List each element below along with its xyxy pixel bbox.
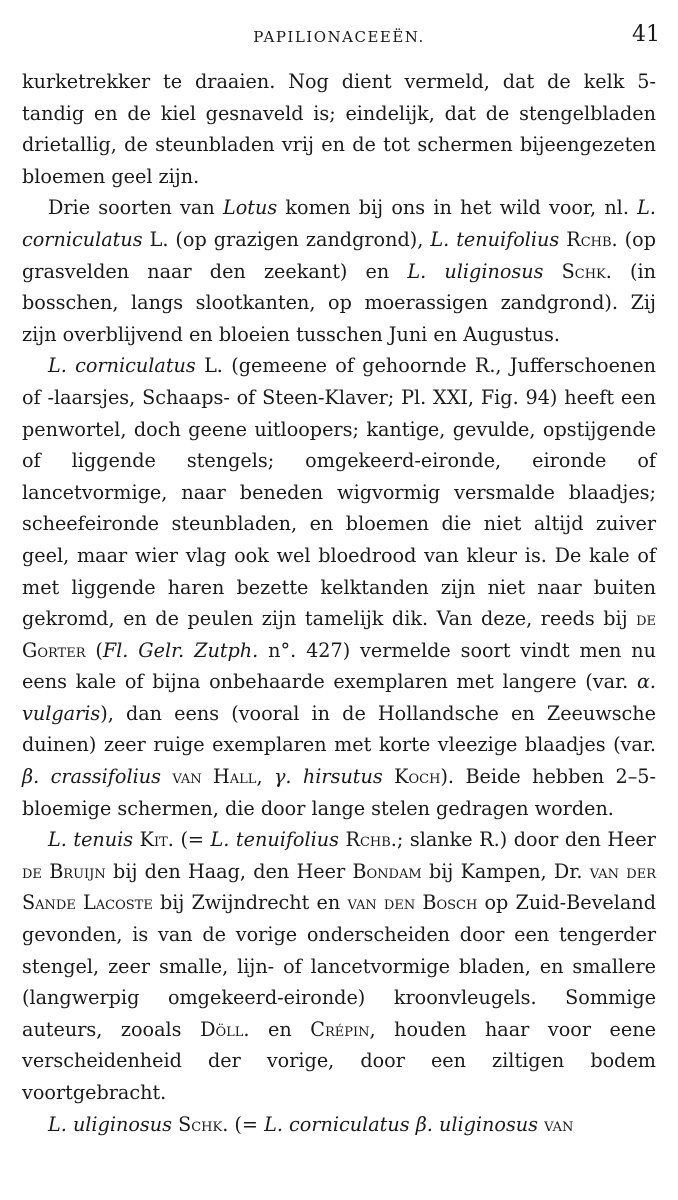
page-number: 41 [632,22,660,47]
italic-text: L. uliginosus [407,259,544,283]
italic-text: Fl. Gelr. Zutph. [102,638,259,662]
text-run: , [256,765,274,789]
paragraph [22,66,656,192]
body-text [22,66,656,1140]
italic-text: L. tenuifolius [210,828,339,852]
text-run: L. (gemeene of gehoornde R., Jufferschoenen of -laarsjes, Schaaps- of Steen-Klaver; Pl. XXI, Fig. 94) heeft een penwortel, doch geene uitloopers; kantige, gevulde, opstijgende of liggende stengels; omgekeerd-eironde, eironde of lancetvormige, naar beneden wigvormig versmalde blaadjes; scheefeironde steunbladen, en bloemen die niet altijd zuiver geel, maar wier vlag ook wel bloedrood van kleur is. De kale of met liggende haren bezette kelktanden zijn niet naar buiten gekromd, en de peulen zijn tamelijk dik. Van deze, reeds bij [22,354,656,631]
paragraph [22,350,656,824]
italic-text: L. tenuifolius [430,227,560,251]
text-run: Drie soorten van [48,196,223,220]
italic-text: β. uliginosus [415,1112,538,1136]
small-caps-text: van der Sande Lacoste [22,859,657,915]
text-run: (= [173,828,211,852]
italic-text: L. corniculatus [22,196,657,251]
text-run: (= [228,1112,265,1136]
small-caps-text: Rchb. [345,828,397,852]
paragraph [22,1109,656,1141]
text-run: bij Kampen, Dr. [421,859,590,883]
small-caps-text: Schk. [178,1112,229,1136]
small-caps-text: Koch [394,765,441,789]
italic-text: L. tenuis [48,828,134,852]
text-run: kurketrekker te draaien. Nog dient vermeld, dat de kelk 5-tandig en de kiel gesnaveld is; eindelijk, dat de stengelbladen drietallig, de steunbladen vrij en de tot schermen bijeengezeten bloemen geel zijn. [22,70,656,188]
small-caps-text: de Gorter [22,607,656,662]
text-run [161,765,172,788]
text-run: bij den Haag, den Heer [105,859,353,883]
small-caps-text: Döll. [200,1017,250,1041]
text-run: ( [85,638,103,662]
small-caps-text: van den Bosch [347,891,478,915]
small-caps-text: van [544,1112,574,1136]
italic-text: L. uliginosus [48,1112,172,1136]
text-run: (in bosschen, langs slootkanten, op moerassigen zandgrond). Zij zijn overblijvend en bloeien tusschen Juni en Augustus. [22,259,656,346]
small-caps-text: Crépin [310,1017,370,1041]
paragraph [22,192,656,350]
text-run: komen bij ons in het wild voor, nl. [277,196,638,220]
text-run: n°. 427) vermelde soort vindt men nu eens kale of bijna onbehaarde exemplaren met langere (var. [22,638,657,694]
small-caps-text: de Bruijn [22,859,106,883]
small-caps-text: Rchb. [566,227,618,251]
text-run: ), dan eens (vooral in de Hollandsche en Zeeuwsche duinen) zeer ruige exemplaren met korte vleezige blaadjes (var. [22,701,656,757]
italic-text: L. corniculatus [264,1112,410,1136]
italic-text: L. corniculatus [48,354,196,378]
small-caps-text: van Hall [172,765,257,789]
text-run: L. (op grazigen zandgrond), [142,227,431,251]
text-run: ). Beide hebben 2–5-bloemige schermen, die door lange stelen gedragen worden. [22,765,656,820]
italic-text: Lotus [222,196,278,220]
text-run: en [249,1017,311,1041]
text-run: , houden haar voor eene verscheidenheid der vorige, door een ziltigen bodem voortgebracht. [22,1017,656,1104]
small-caps-text: Schk. [561,259,612,283]
italic-text: β. crassifolius [22,765,161,789]
italic-text: α. vulgaris [22,670,656,725]
text-run: op Zuid-Beveland gevonden, is van de vorige onderscheiden door een tengerder stengel, zeer smalle, lijn- of lancetvormige bladen, en smallere (langwerpig omgekeerd-eironde) kroonvleugels. Sommige auteurs, zooals [22,891,656,1041]
text-run: ; slanke R.) door den Heer [396,828,656,852]
text-run [383,765,394,788]
running-title: PAPILIONACEEËN. [253,28,425,46]
small-caps-text: Kit. [139,828,174,852]
small-caps-text: Bondam [352,859,422,883]
text-run: bij Zwijndrecht en [152,891,348,915]
text-run [543,260,561,283]
text-run: (op grasvelden naar den zeekant) en [22,227,656,283]
italic-text: γ. hirsutus [273,765,383,789]
paragraph [22,824,656,1108]
page-header [0,22,678,58]
